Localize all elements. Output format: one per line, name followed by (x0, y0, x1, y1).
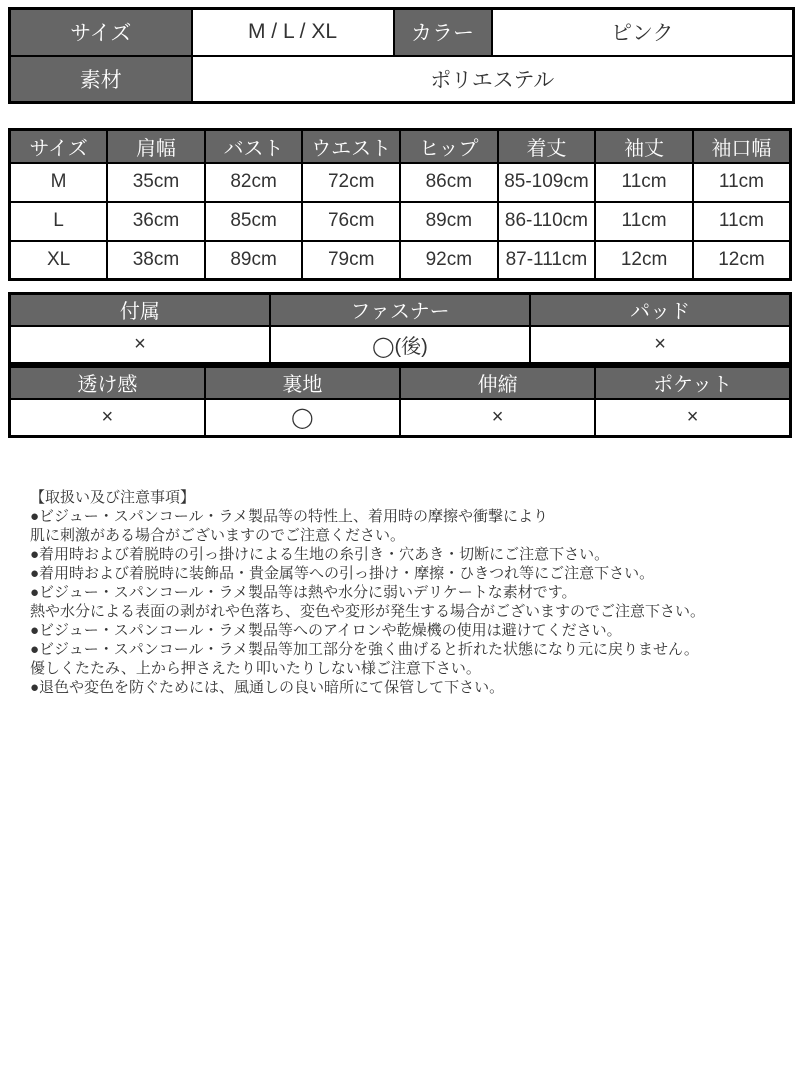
care-note-line: ●ビジュー・スパンコール・ラメ製品等加工部分を強く曲げると折れた状態になり元に戻りません。 (30, 641, 699, 658)
size-label-cell: サイズ (10, 9, 192, 56)
measurement-header: 袖丈 (595, 130, 693, 163)
feature-header: パッド (530, 294, 790, 326)
measurement-table (8, 128, 792, 281)
care-note-line: 優しくたたみ、上から押さえたり叩いたりしない様ご注意下さい。 (30, 660, 481, 677)
measurement-cell: 86-110cm (498, 202, 596, 241)
measurement-cell: 87-111cm (498, 241, 596, 280)
material-label-cell: 素材 (10, 56, 192, 103)
care-note-line: 熱や水分による表面の剥がれや色落ち、変色や変形が発生する場合がございますのでご注意下さい。 (30, 603, 706, 620)
feature-value: × (530, 326, 790, 364)
measurement-cell: 12cm (693, 241, 791, 280)
care-note-line: 肌に刺激がある場合がございますのでご注意ください。 (30, 527, 406, 544)
measurement-cell: 76cm (302, 202, 400, 241)
feature-value: × (10, 326, 270, 364)
feature-value: × (400, 399, 595, 437)
measurement-cell: 72cm (302, 163, 400, 202)
measurement-cell: 11cm (693, 163, 791, 202)
measurement-cell: 89cm (205, 241, 303, 280)
feature-value: ◯ (205, 399, 400, 437)
feature-header: 透け感 (10, 367, 205, 399)
feature-table-1 (8, 292, 792, 365)
measurement-cell: 35cm (107, 163, 205, 202)
feature-value-row (10, 399, 791, 437)
measurement-row-l (10, 202, 791, 241)
measurement-header: バスト (205, 130, 303, 163)
feature-header-row (10, 294, 791, 326)
measurement-cell: 12cm (595, 241, 693, 280)
care-notes (30, 488, 780, 697)
measurement-cell: 86cm (400, 163, 498, 202)
care-note-line: ●ビジュー・スパンコール・ラメ製品等の特性上、着用時の摩擦や衝撃により (30, 508, 549, 525)
feature-value: × (595, 399, 790, 437)
care-note-line: ●退色や変色を防ぐためには、風通しの良い暗所にて保管して下さい。 (30, 679, 505, 696)
measurement-cell: 89cm (400, 202, 498, 241)
measurement-header-row (10, 130, 791, 163)
measurement-header: サイズ (10, 130, 108, 163)
feature-header: 裏地 (205, 367, 400, 399)
feature-header: 伸縮 (400, 367, 595, 399)
feature-table-2 (8, 365, 792, 438)
feature-header: 付属 (10, 294, 270, 326)
measurement-cell: 36cm (107, 202, 205, 241)
care-note-line: ●ビジュー・スパンコール・ラメ製品等へのアイロンや乾燥機の使用は避けてください。 (30, 622, 622, 639)
care-note-line: ●ビジュー・スパンコール・ラメ製品等は熱や水分に弱いデリケートな素材です。 (30, 584, 577, 601)
measurement-cell: XL (10, 241, 108, 280)
size-value-cell: M / L / XL (192, 9, 394, 56)
material-value-cell: ポリエステル (192, 56, 794, 103)
care-note-line: ●着用時および着脱時に装飾品・貴金属等への引っ掛け・摩擦・ひきつれ等にご注意下さい。 (30, 565, 655, 582)
measurement-row-xl (10, 241, 791, 280)
measurement-header: 袖口幅 (693, 130, 791, 163)
measurement-cell: 82cm (205, 163, 303, 202)
measurement-cell: M (10, 163, 108, 202)
measurement-row-m (10, 163, 791, 202)
feature-header-row (10, 367, 791, 399)
measurement-header: ウエスト (302, 130, 400, 163)
measurement-header: 肩幅 (107, 130, 205, 163)
measurement-cell: L (10, 202, 108, 241)
measurement-header: ヒップ (400, 130, 498, 163)
measurement-cell: 38cm (107, 241, 205, 280)
care-note-line: ●着用時および着脱時の引っ掛けによる生地の糸引き・穴あき・切断にご注意下さい。 (30, 546, 610, 563)
feature-header: ポケット (595, 367, 790, 399)
feature-header: ファスナー (270, 294, 530, 326)
measurement-cell: 11cm (595, 202, 693, 241)
measurement-cell: 79cm (302, 241, 400, 280)
measurement-cell: 92cm (400, 241, 498, 280)
feature-value: × (10, 399, 205, 437)
spec-row-material (10, 56, 794, 103)
color-value-cell: ピンク (492, 9, 794, 56)
color-label-cell: カラー (394, 9, 492, 56)
feature-value-row (10, 326, 791, 364)
measurement-cell: 11cm (595, 163, 693, 202)
measurement-cell: 85-109cm (498, 163, 596, 202)
care-notes-title: 【取扱い及び注意事項】 (30, 489, 196, 506)
measurement-header: 着丈 (498, 130, 596, 163)
spec-row-size-color (10, 9, 794, 56)
measurement-cell: 11cm (693, 202, 791, 241)
product-spec-table (8, 7, 795, 104)
measurement-cell: 85cm (205, 202, 303, 241)
feature-value: ◯(後) (270, 326, 530, 364)
